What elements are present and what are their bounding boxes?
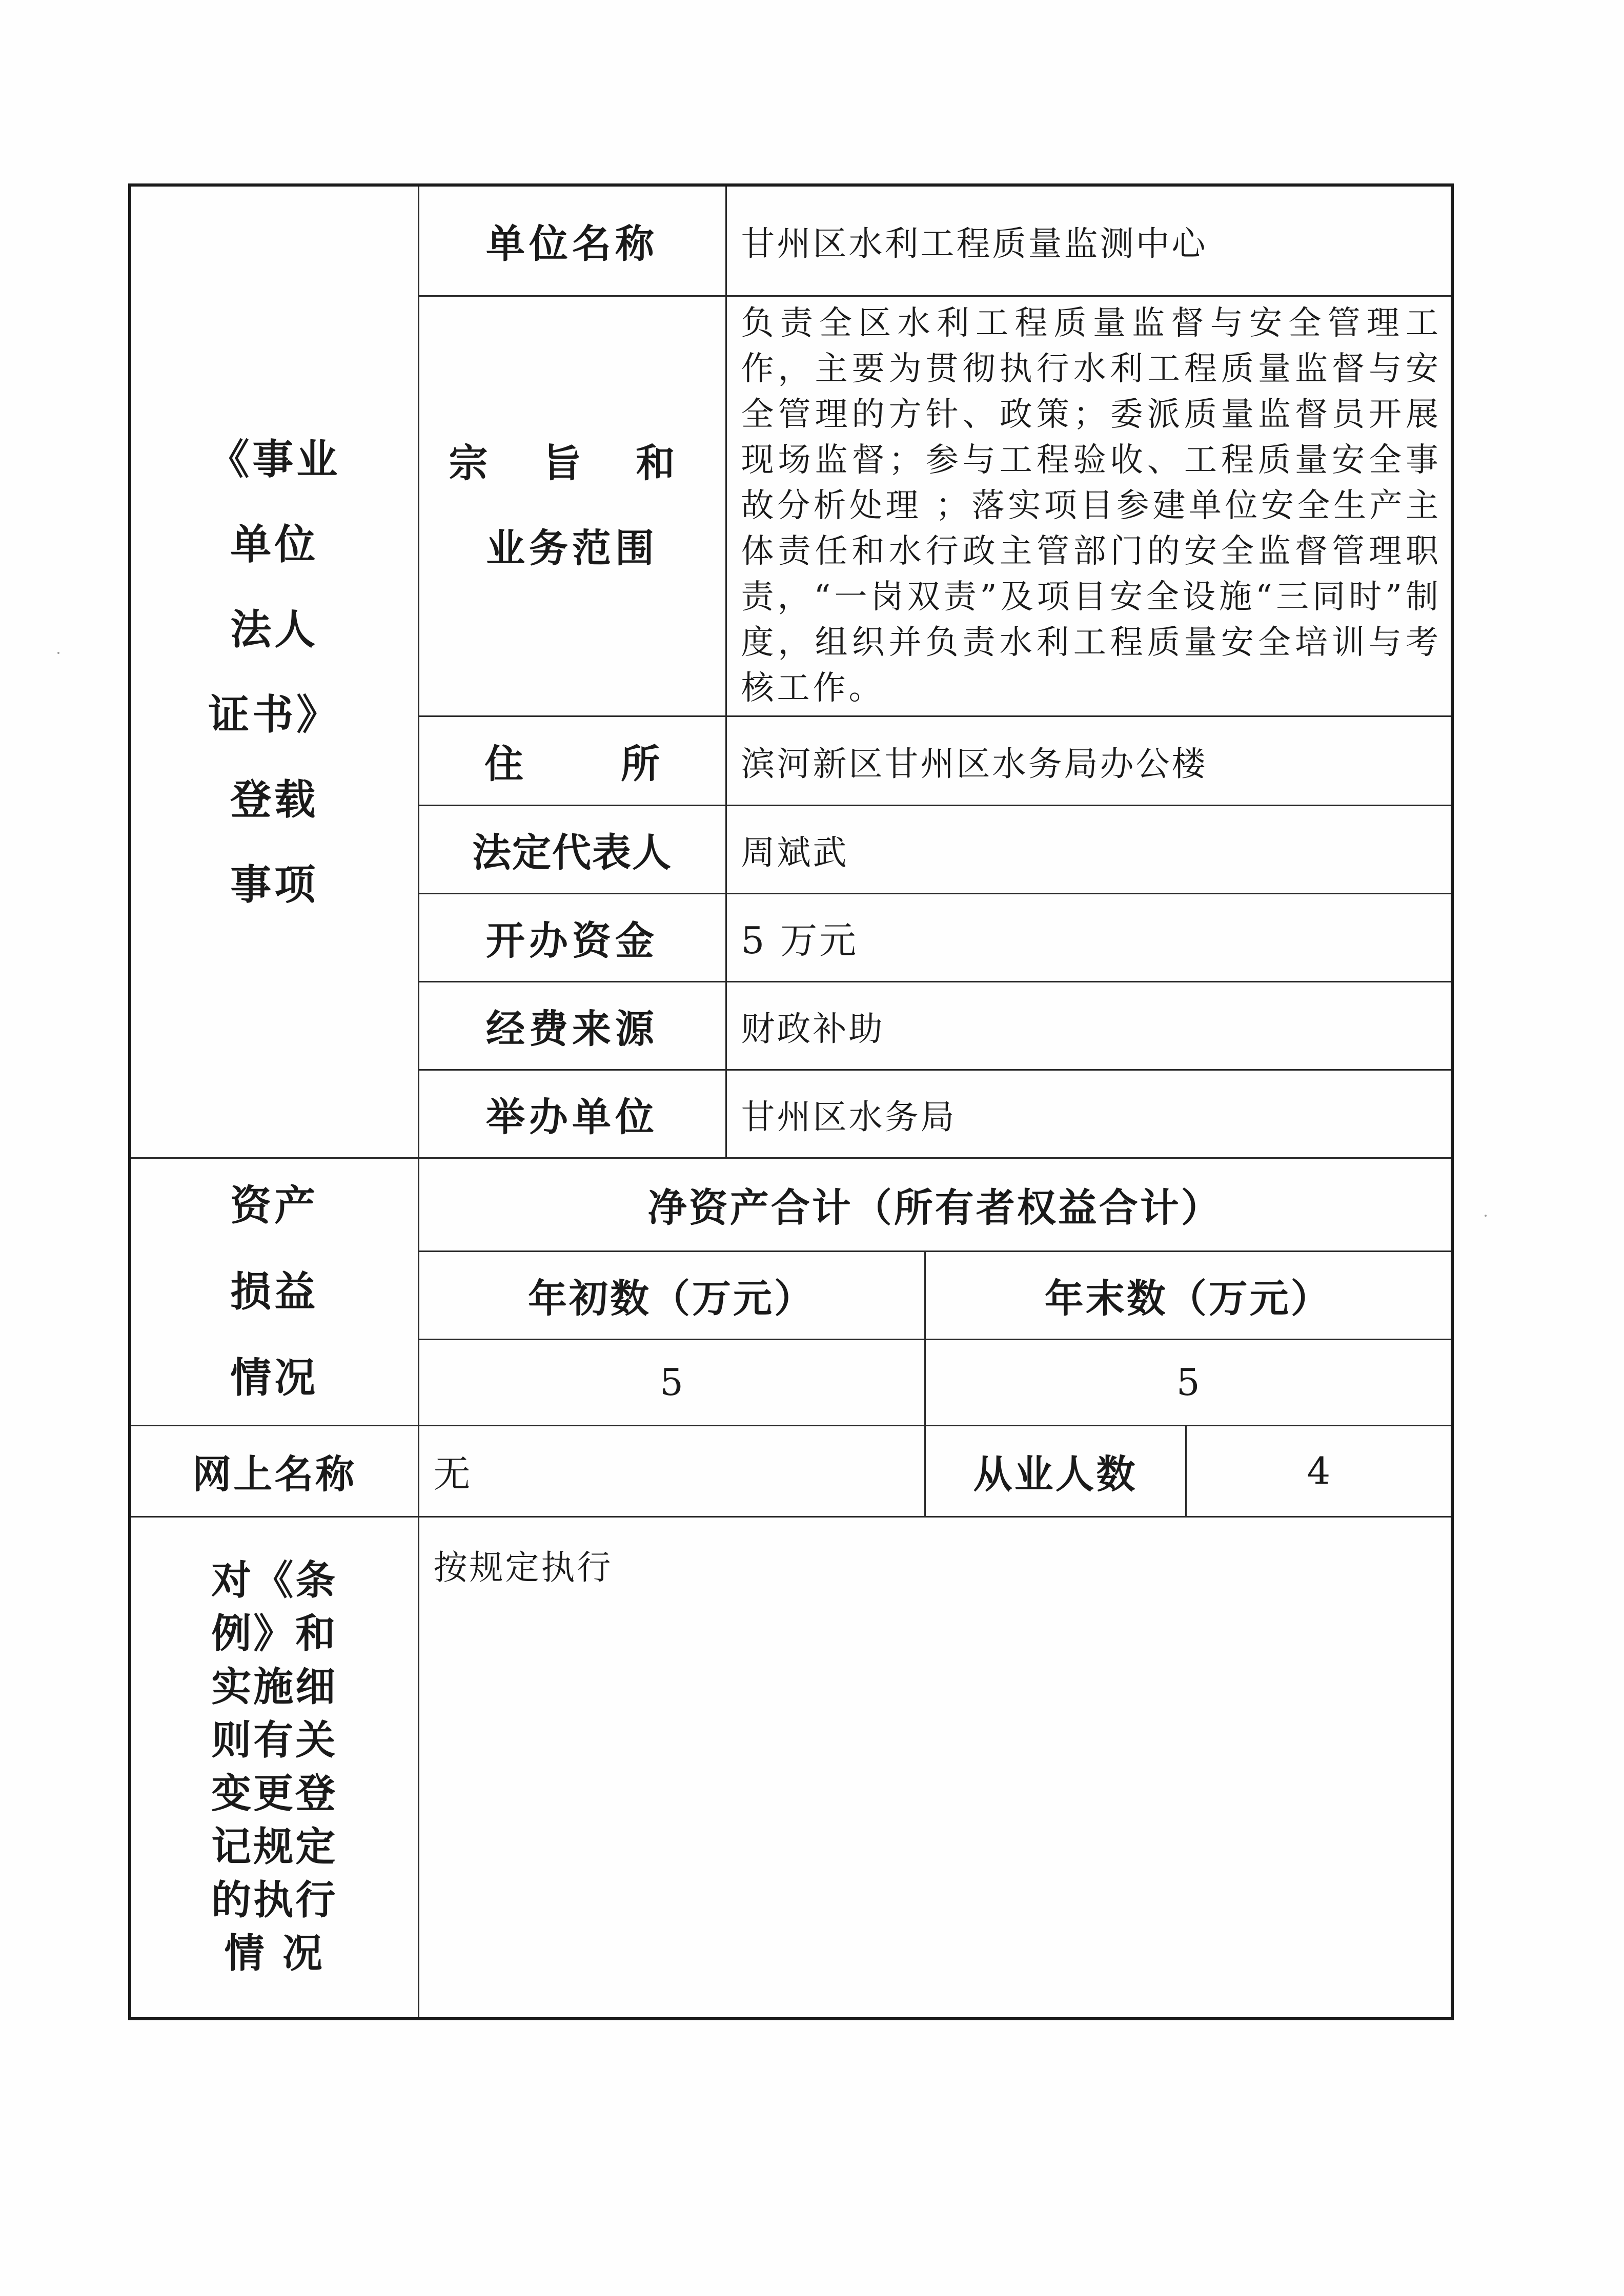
compliance-title-line: 变更登: [211, 1770, 338, 1817]
legal-rep-label: 法定代表人: [418, 805, 726, 893]
legal-rep-value: 周斌武: [726, 805, 1452, 893]
scan-speck: [57, 652, 59, 654]
row-compliance: [130, 1516, 1452, 2019]
purpose-scope-value: 负责全区水利工程质量监督与安全管理工作，主要为贯彻执行水利工程质量监督与安全管理的方针、政策；委派质量监督员开展现场监督；参与工程验收、工程质量安全事故分析处理 ；落实项目参建单位安全生产主体责任和水行政主管部门的安全监督管理职责，“一岗双责”及项目安全设施“三同时”制度，组织并负责水利工程质量安全培训与考核工作。: [726, 296, 1452, 716]
registration-section-title: [130, 185, 418, 1158]
begin-of-year-value: 5: [418, 1339, 925, 1425]
compliance-title-line: 实施细: [211, 1664, 338, 1711]
assets-title-line: 情况: [230, 1354, 319, 1402]
online-name-label: 网上名称: [130, 1425, 418, 1516]
unit-name-label: 单位名称: [418, 185, 726, 296]
registration-title-line: 《事业: [208, 435, 341, 483]
compliance-section-title: [130, 1516, 418, 2019]
begin-of-year-label: 年初数（万元）: [418, 1251, 925, 1339]
compliance-title-line: 情 况: [224, 1930, 324, 1977]
end-of-year-value: 5: [925, 1339, 1452, 1425]
staff-count-label: 从业人数: [925, 1425, 1186, 1516]
end-of-year-label: 年末数（万元）: [925, 1251, 1452, 1339]
sponsor-value: 甘州区水务局: [726, 1070, 1452, 1158]
funding-source-label: 经费来源: [418, 981, 726, 1070]
compliance-value-text: 按规定执行: [433, 1547, 613, 1587]
compliance-value: [418, 1516, 1452, 2019]
assets-section-title: [130, 1158, 418, 1425]
net-assets-header: 净资产合计（所有者权益合计）: [418, 1158, 1452, 1251]
row-online-name: [130, 1425, 1452, 1516]
address-label: 住 所: [418, 716, 726, 805]
annual-report-form: [128, 183, 1454, 2020]
funding-source-value: 财政补助: [726, 981, 1452, 1070]
sponsor-label: 举办单位: [418, 1070, 726, 1158]
purpose-scope-label: [418, 296, 726, 716]
address-value: 滨河新区甘州区水务局办公楼: [726, 716, 1452, 805]
online-name-value: 无: [418, 1425, 925, 1516]
compliance-title-line: 对《条: [211, 1557, 338, 1604]
scan-speck: [1485, 1215, 1487, 1217]
registration-title-line: 事项: [230, 860, 319, 909]
unit-name-value: 甘州区水利工程质量监测中心: [726, 185, 1452, 296]
row-assets-header: [130, 1158, 1452, 1251]
registration-title-line: 证书》: [208, 690, 341, 739]
compliance-title-line: 则有关: [211, 1717, 338, 1764]
funds-value: 5 万元: [726, 893, 1452, 981]
purpose-scope-label-line: 业务范围: [486, 525, 658, 571]
compliance-title-line: 记规定: [211, 1823, 338, 1871]
compliance-title-line: 例》和: [211, 1610, 338, 1657]
registration-title-line: 登载: [230, 775, 319, 824]
funds-label: 开办资金: [418, 893, 726, 981]
registration-title-line: 法人: [230, 605, 319, 653]
compliance-title-line: 的执行: [211, 1877, 338, 1924]
assets-title-line: 损益: [230, 1267, 319, 1316]
assets-title-line: 资产: [230, 1181, 319, 1229]
staff-count-value: 4: [1186, 1425, 1452, 1516]
registration-title-line: 单位: [230, 520, 319, 568]
purpose-scope-label-line: 宗 旨 和: [449, 440, 696, 486]
row-unit-name: [130, 185, 1452, 296]
